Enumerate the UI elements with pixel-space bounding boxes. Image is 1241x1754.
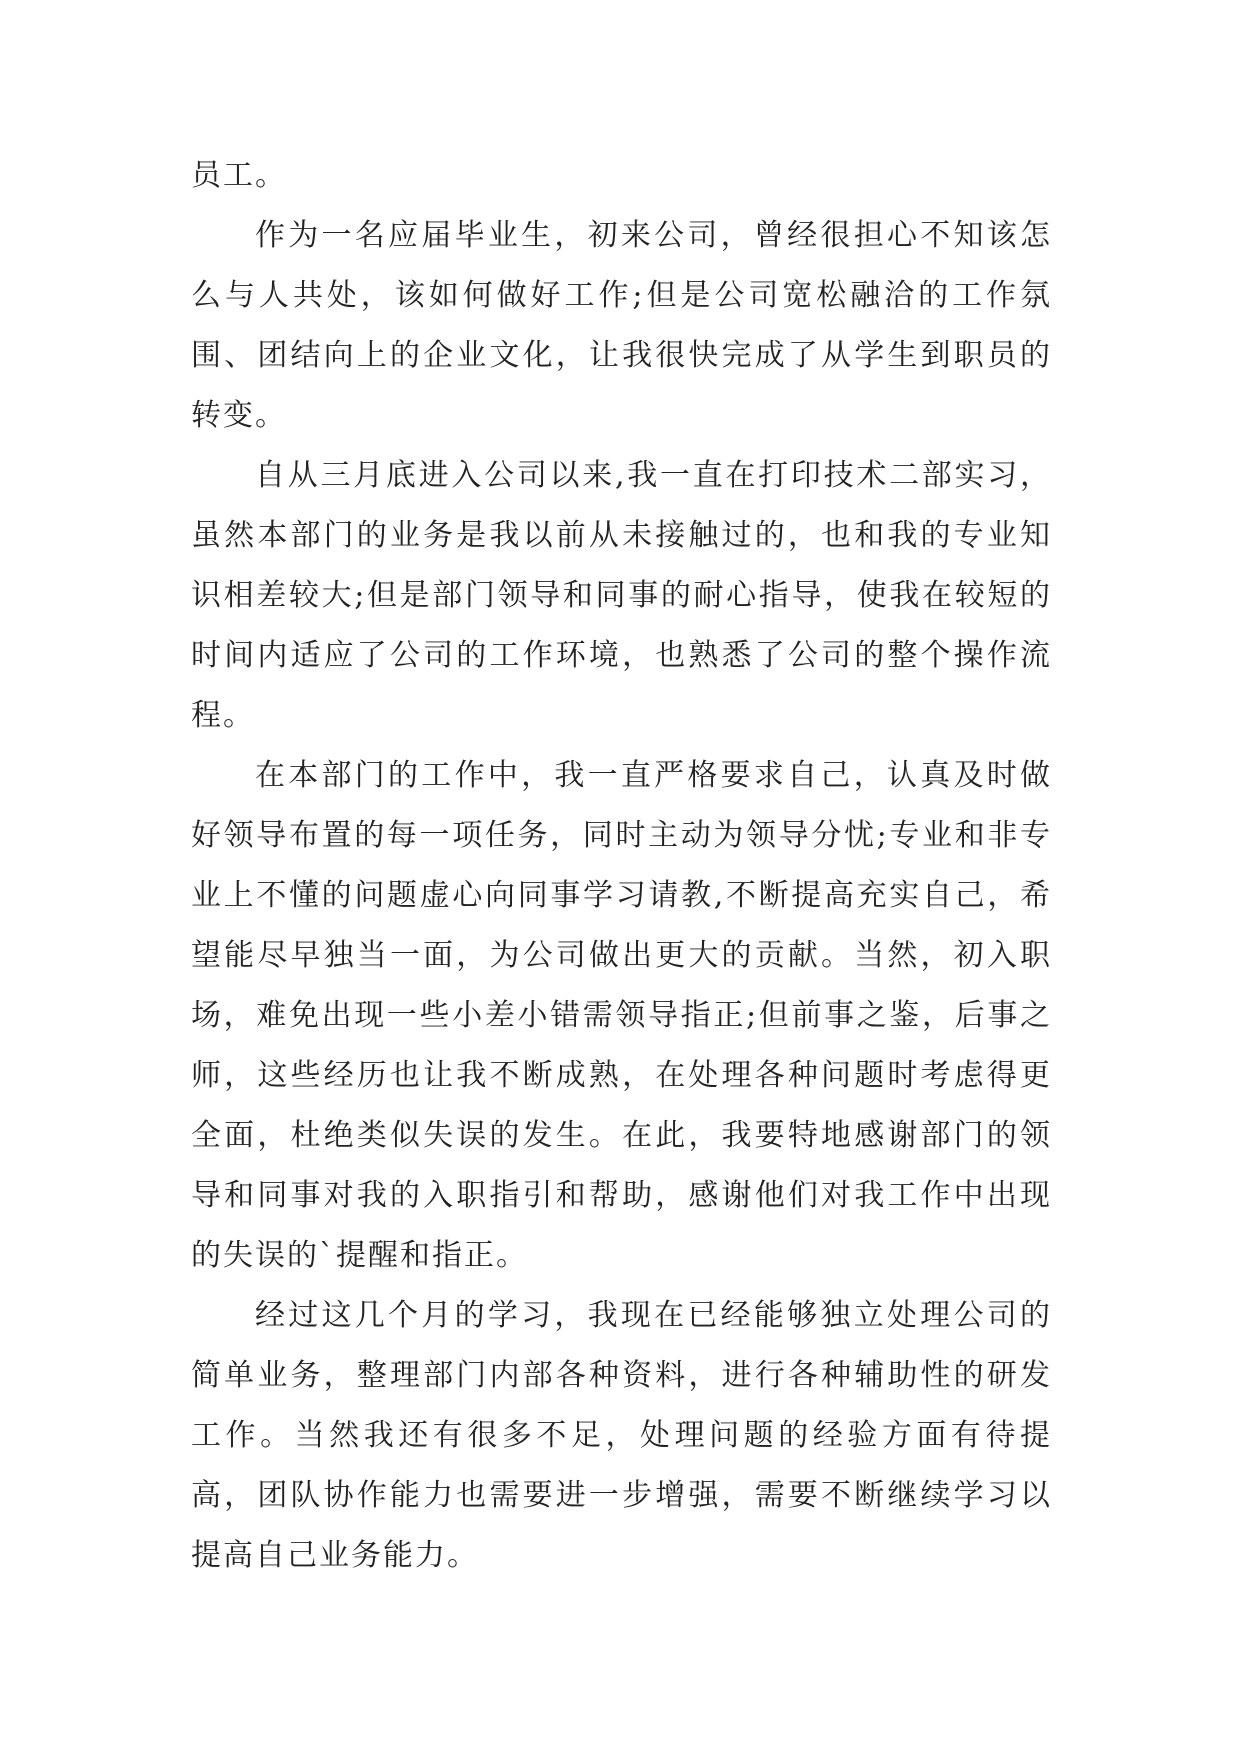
paragraph-internship-department: 自从三月底进入公司以来,我一直在打印技术二部实习，虽然本部门的业务是我以前从未接触过的，也和我的专业知识相差较大;但是部门领导和同事的耐心指导，使我在较短的时间内适应了公司的工作环境，也熟悉了公司的整个操作流程。 (191, 458, 1052, 733)
paragraph-work-attitude: 在本部门的工作中，我一直严格要求自己，认真及时做好领导布置的每一项任务，同时主动为领导分忧;专业和非专业上不懂的问题虚心向同事学习请教,不断提高充实自己，希望能尽早独当一面，为公司做出更大的贡献。当然，初入职场，难免出现一些小差小错需领导指正;但前事之鉴，后事之师，这些经历也让我不断成熟，在处理各种问题时考虑得更全面，杜绝类似失误的发生。在此，我要特地感谢部门的领导和同事对我的入职指引和帮助，感谢他们对我工作中出现的失误的`提醒和指正。 (191, 758, 1052, 1273)
paragraph-progress-summary: 经过这几个月的学习，我现在已经能够独立处理公司的简单业务，整理部门内部各种资料，进行各种辅助性的研发工作。当然我还有很多不足，处理问题的经验方面有待提高，团队协作能力也需要进一步增强，需要不断继续学习以提高自己业务能力。 (191, 1298, 1052, 1573)
document-body (191, 146, 1052, 1586)
paragraph-graduate-intro: 作为一名应届毕业生，初来公司，曾经很担心不知该怎么与人共处，该如何做好工作;但是公司宽松融洽的工作氛围、团结向上的企业文化，让我很快完成了从学生到职员的转变。 (191, 218, 1052, 433)
paragraph-continuation: 员工。 (191, 158, 287, 193)
